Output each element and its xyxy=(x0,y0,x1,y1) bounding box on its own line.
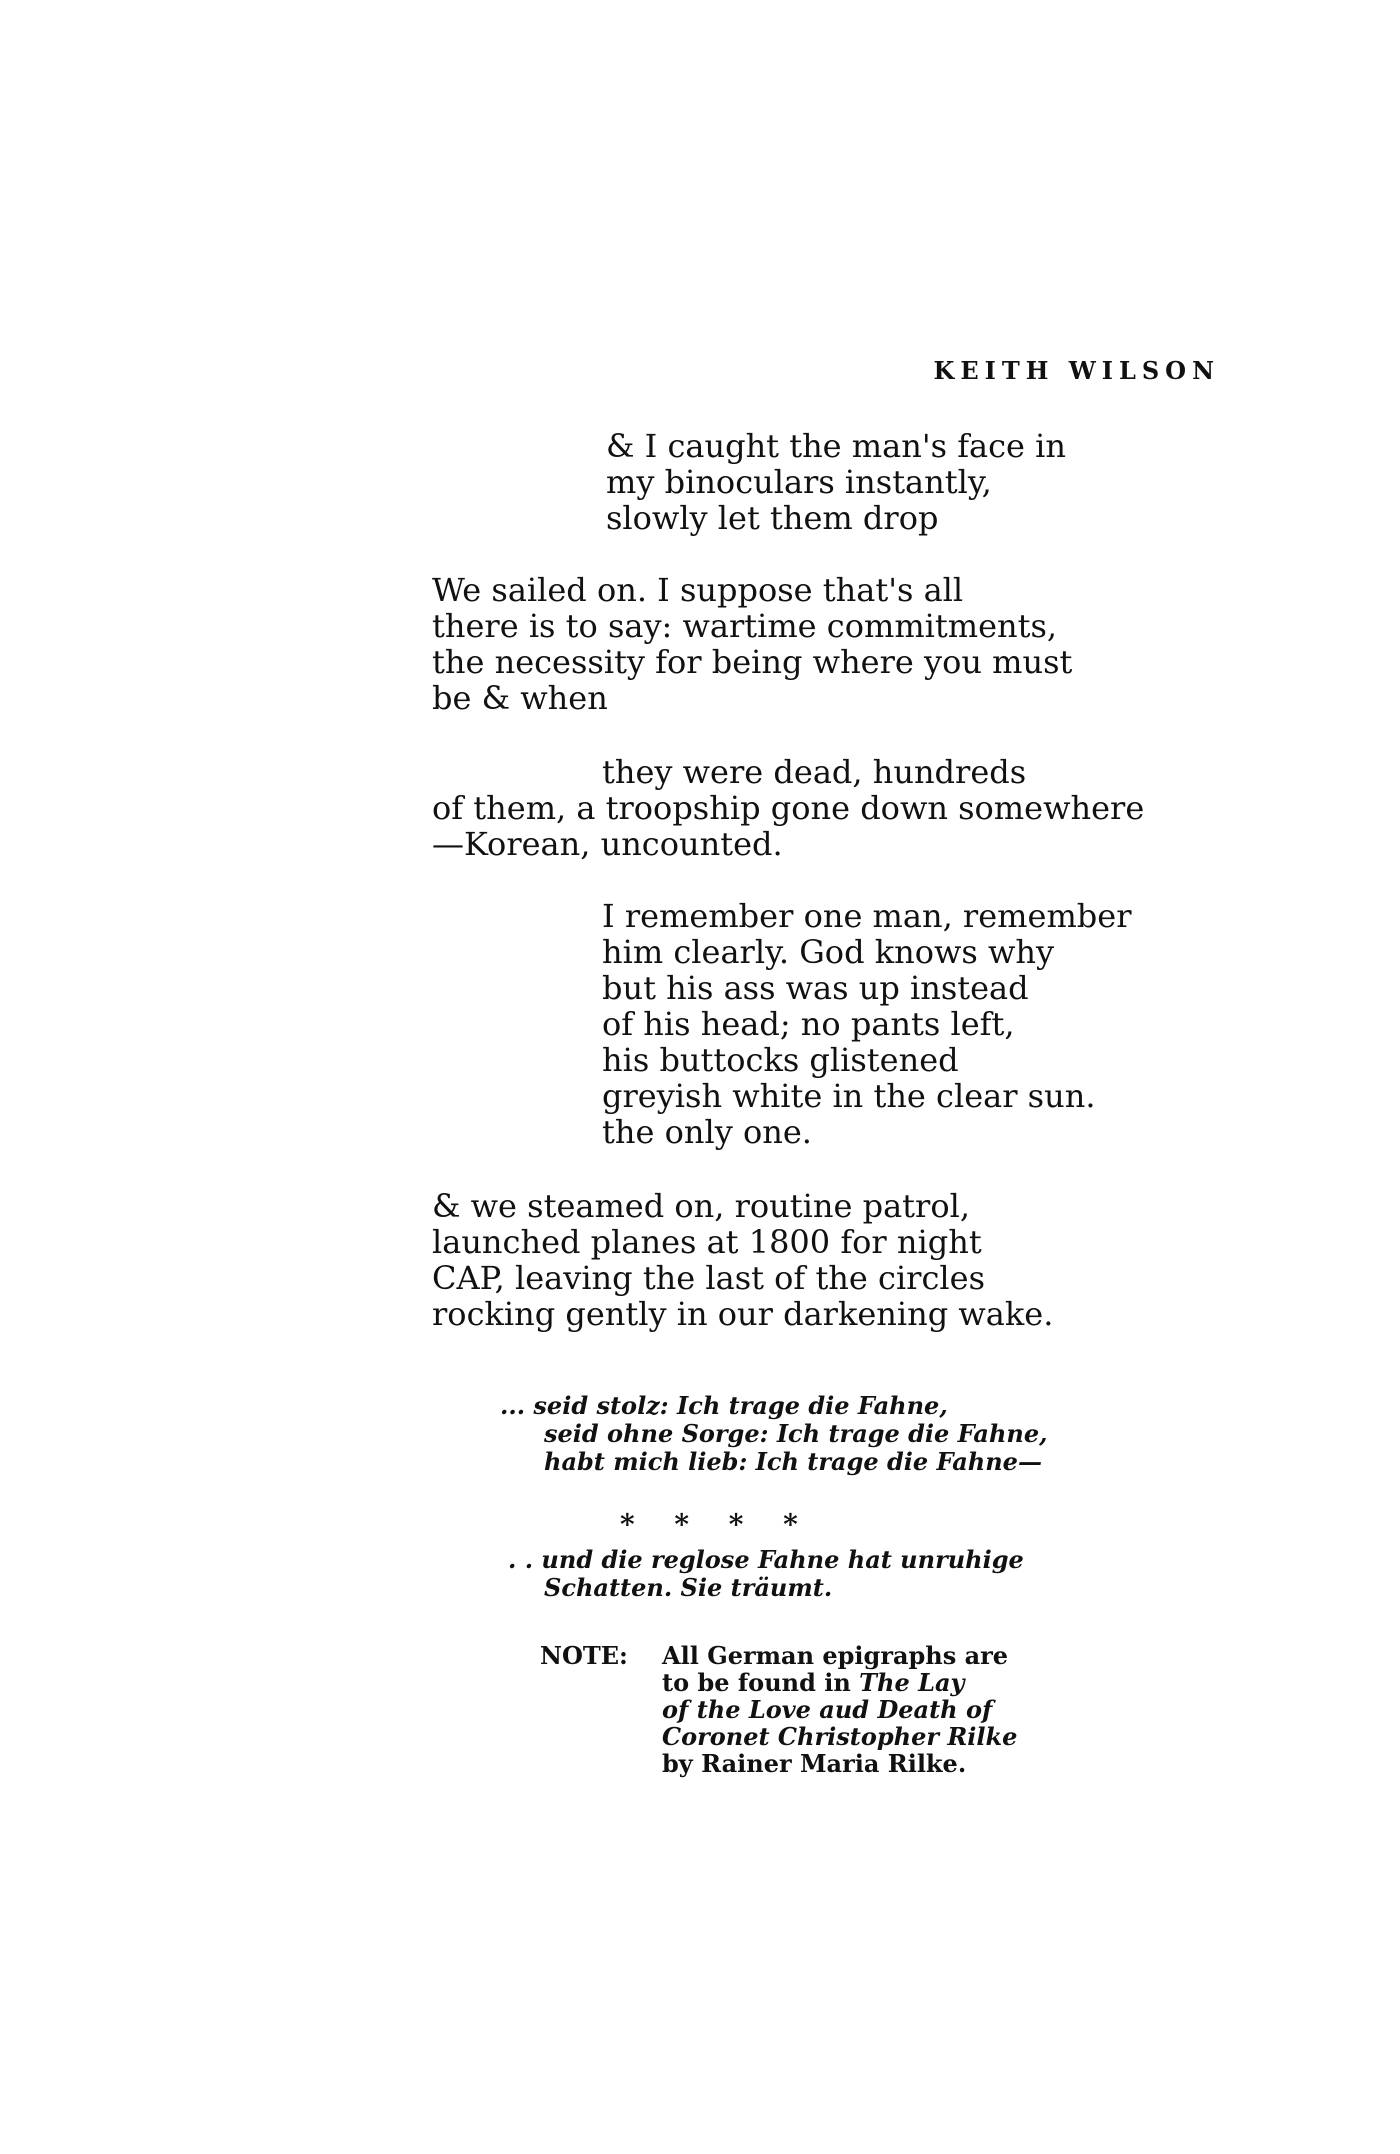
poem-line: —Korean, uncounted. xyxy=(432,825,783,863)
note-line: by Rainer Maria Rilke. xyxy=(662,1749,967,1778)
note-line: All German epigraphs are xyxy=(662,1641,1009,1670)
poem-line: of them, a troopship gone down somewhere xyxy=(432,789,1145,827)
note-body xyxy=(662,1642,1017,1777)
epigraph-line: . . und die reglose Fahne hat unruhige xyxy=(508,1545,1024,1574)
poem-line: & I caught the man's face in xyxy=(606,427,1066,465)
poem-line: be & when xyxy=(432,679,608,717)
book-title: The Lay xyxy=(859,1668,965,1697)
poem-line: his buttocks glistened xyxy=(602,1041,959,1079)
note-line xyxy=(662,1669,1017,1696)
poem-line: there is to say: wartime commitments, xyxy=(432,607,1058,645)
poem-line: We sailed on. I suppose that's all xyxy=(432,571,964,609)
epigraph-line: habt mich lieb: Ich trage die Fahne— xyxy=(544,1447,1042,1476)
poem-line: rocking gently in our darkening wake. xyxy=(432,1295,1054,1333)
poem-line: but his ass was up instead xyxy=(602,969,1029,1007)
stanza-5 xyxy=(432,1188,1053,1332)
poem-line: they were dead, hundreds xyxy=(602,753,1027,791)
book-title-line: Coronet Christopher Rilke xyxy=(662,1722,1018,1751)
poem-line: I remember one man, remember xyxy=(602,897,1132,935)
poem-line: the only one. xyxy=(602,1113,812,1151)
epigraph-line: ... seid stolz: Ich trage die Fahne, xyxy=(500,1391,948,1420)
epigraph-2 xyxy=(508,1546,1024,1602)
stanza-2 xyxy=(432,572,1072,716)
book-title-line: of the Love aud Death of xyxy=(662,1695,993,1724)
section-separator: * * * * xyxy=(620,1508,798,1541)
stanza-4 xyxy=(602,898,1132,1150)
poem-line: & we steamed on, routine patrol, xyxy=(432,1187,970,1225)
poem-line: of his head; no pants left, xyxy=(602,1005,1015,1043)
epigraph-line: Schatten. Sie träumt. xyxy=(544,1573,833,1602)
epigraph-1 xyxy=(500,1392,1047,1476)
poem-line: him clearly. God knows why xyxy=(602,933,1055,971)
poem-line: slowly let them drop xyxy=(606,499,939,537)
stanza-3 xyxy=(432,754,1144,862)
epigraph-line: seid ohne Sorge: Ich trage die Fahne, xyxy=(544,1419,1048,1448)
note-label: NOTE: xyxy=(540,1641,628,1670)
running-header-author: KEITH WILSON xyxy=(933,356,1220,385)
poem-line: greyish white in the clear sun. xyxy=(602,1077,1096,1115)
stanza-1 xyxy=(606,428,1066,536)
poem-line: CAP, leaving the last of the circles xyxy=(432,1259,985,1297)
poem-line: launched planes at 1800 for night xyxy=(432,1223,982,1261)
poem-line: my binoculars instantly, xyxy=(606,463,992,501)
note-text: to be found in xyxy=(662,1668,860,1697)
poem-line: the necessity for being where you must xyxy=(432,643,1073,681)
